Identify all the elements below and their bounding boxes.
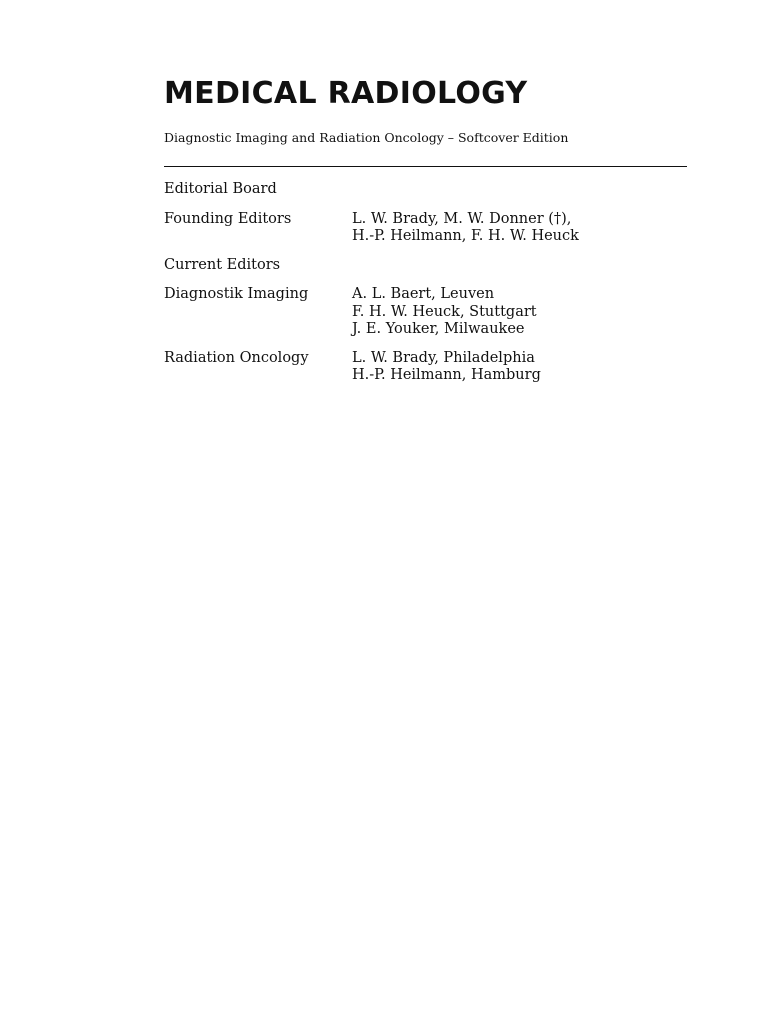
diagnostic-imaging-names	[352, 286, 537, 339]
series-title: MEDICAL RADIOLOGY	[164, 76, 528, 111]
editorial-board	[164, 181, 688, 397]
radiation-oncology-row	[164, 350, 688, 385]
diagnostic-imaging-editor: J. E. Youker, Milwaukee	[352, 321, 525, 337]
founding-editors-row	[164, 211, 688, 246]
radiation-oncology-editor: H.-P. Heilmann, Hamburg	[352, 367, 541, 383]
editorial-board-heading: Editorial Board	[164, 181, 277, 197]
series-subtitle: Diagnostic Imaging and Radiation Oncology – Softcover Edition	[164, 130, 569, 145]
radiation-oncology-names	[352, 350, 541, 385]
diagnostic-imaging-row	[164, 286, 688, 339]
founding-editors-line: L. W. Brady, M. W. Donner (†),	[352, 210, 572, 227]
founding-editors-label: Founding Editors	[164, 210, 292, 227]
radiation-oncology-editor: L. W. Brady, Philadelphia	[352, 349, 535, 366]
founding-editors-line: H.-P. Heilmann, F. H. W. Heuck	[352, 228, 579, 244]
diagnostic-imaging-label: Diagnostik Imaging	[164, 286, 309, 302]
radiation-oncology-label: Radiation Oncology	[164, 349, 309, 366]
founding-editors-names	[352, 211, 579, 246]
diagnostic-imaging-editor: F. H. W. Heuck, Stuttgart	[352, 303, 537, 320]
diagnostic-imaging-editor: A. L. Baert, Leuven	[352, 286, 495, 302]
divider-rule	[164, 166, 687, 167]
current-editors-heading: Current Editors	[164, 256, 281, 273]
